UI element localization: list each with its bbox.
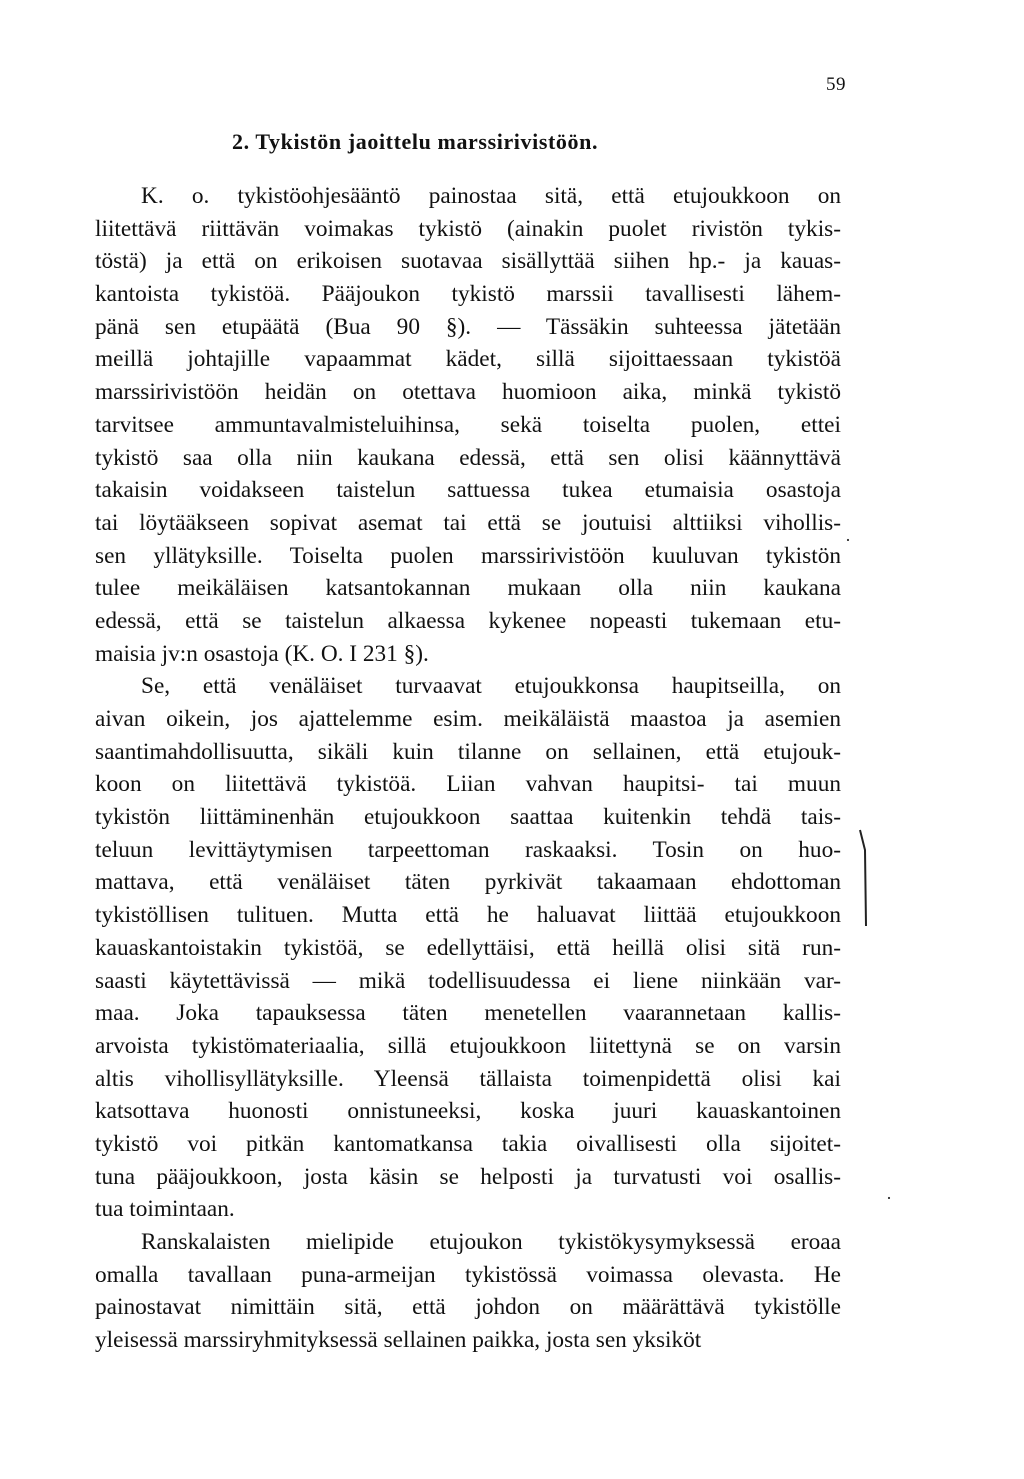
text-line: edessä, että se taistelun alkaessa kykenee nopeasti tukemaan etu- <box>95 607 841 634</box>
text-line: tulee meikäläisen katsantokannan mukaan olla niin kaukana <box>95 575 841 602</box>
paragraph-1 <box>95 180 841 670</box>
text-line: tykistö saa olla niin kaukana edessä, että sen olisi käännyttävä <box>95 444 841 471</box>
text-line: kantoista tykistöä. Pääjoukon tykistö marssii tavallisesti lähem- <box>95 281 841 308</box>
text-line: Se, että venäläiset turvaavat etujoukkonsa haupitseilla, on <box>141 673 841 700</box>
text-line: tykistöllisen tulituen. Mutta että he haluavat liittää etujoukkoon <box>95 902 841 929</box>
text-line: K. o. tykistöohjesääntö painostaa sitä, että etujoukkoon on <box>141 183 841 209</box>
page-number: 59 <box>826 74 846 95</box>
text-line: meillä johtajille vapaammat kädet, sillä sijoittaessaan tykistöä <box>95 346 841 373</box>
text-line: tarvitsee ammuntavalmisteluihinsa, sekä toiselta puolen, ettei <box>95 411 841 438</box>
text-line: tuna pääjoukkoon, josta käsin se helposti ja turvatusti voi osallis- <box>95 1163 841 1190</box>
text-line: tykistön liittäminenhän etujoukkoon saattaa kuitenkin tehdä tais- <box>95 804 841 831</box>
text-line: mattava, että venäläiset täten pyrkivät takaamaan ehdottoman <box>95 869 841 896</box>
text-line: kauaskantoistakin tykistöä, se edellyttäisi, että heillä olisi sitä run- <box>95 934 841 961</box>
text-line: tai löytääkseen sopivat asemat tai että se joutuisi alttiiksi vihollis- <box>95 509 841 536</box>
text-line: Ranskalaisten mielipide etujoukon tykistökysymyksessä eroaa <box>141 1229 841 1255</box>
text-line: teluun levittäytymisen tarpeettoman raskaaksi. Tosin on huo- <box>95 836 841 863</box>
text-line: aivan oikein, jos ajattelemme esim. meikäläistä maastoa ja asemien <box>95 706 841 732</box>
body-text <box>95 180 841 1357</box>
paragraph-2 <box>95 670 841 1226</box>
text-line: omalla tavallaan puna-armeijan tykistössä voimassa olevasta. He <box>95 1261 841 1288</box>
text-line: sen yllätyksille. Toiselta puolen marssirivistöön kuuluvan tykistön <box>95 542 841 569</box>
text-line: katsottava huonosti onnistuneeksi, koska juuri kauaskantoinen <box>95 1098 841 1125</box>
text-line: arvoista tykistömateriaalia, sillä etujoukkoon liitettynä se on varsin <box>95 1032 841 1059</box>
text-line: painostavat nimittäin sitä, että johdon on määrättävä tykistölle <box>95 1294 841 1321</box>
text-line: maisia jv:n osastoja (K. O. I 231 §). <box>95 640 429 667</box>
text-line: liitettävä riittävän voimakas tykistö (ainakin puolet rivistön tykis- <box>95 215 841 242</box>
margin-dot-mark: · <box>886 1188 892 1208</box>
text-line: maa. Joka tapauksessa täten menetellen vaarannetaan kallis- <box>95 1000 841 1027</box>
text-line: yleisessä marssiryhmityksessä sellainen paikka, josta sen yksiköt <box>95 1327 702 1354</box>
text-line: saantimahdollisuutta, sikäli kuin tilanne on sellainen, että etujouk- <box>95 738 841 765</box>
margin-bracket-mark <box>858 828 872 928</box>
margin-dot-mark: · <box>845 530 851 550</box>
section-heading: 2. Tykistön jaoittelu marssirivistöön. <box>232 129 599 154</box>
text-line: altis vihollisyllätyksille. Yleensä tällaista toimenpidettä olisi kai <box>95 1065 841 1092</box>
paragraph-3 <box>95 1226 841 1357</box>
text-line: marssirivistöön heidän on otettava huomioon aika, minkä tykistö <box>95 379 841 406</box>
text-line: tykistö voi pitkän kantomatkansa takia oivallisesti olla sijoitet- <box>95 1130 841 1157</box>
text-line: tua toimintaan. <box>95 1196 235 1223</box>
text-line: takaisin voidakseen taistelun sattuessa tukea etumaisia osastoja <box>95 477 841 504</box>
text-line: koon on liitettävä tykistöä. Liian vahvan haupitsi- tai muun <box>95 771 841 798</box>
text-line: pänä sen etupäätä (Bua 90 §). — Tässäkin suhteessa jätetään <box>95 313 841 340</box>
text-line: töstä) ja että on erikoisen suotavaa sisällyttää siihen hp.- ja kauas- <box>95 248 841 275</box>
text-line: saasti käytettävissä — mikä todellisuudessa ei liene niinkään var- <box>95 967 841 994</box>
